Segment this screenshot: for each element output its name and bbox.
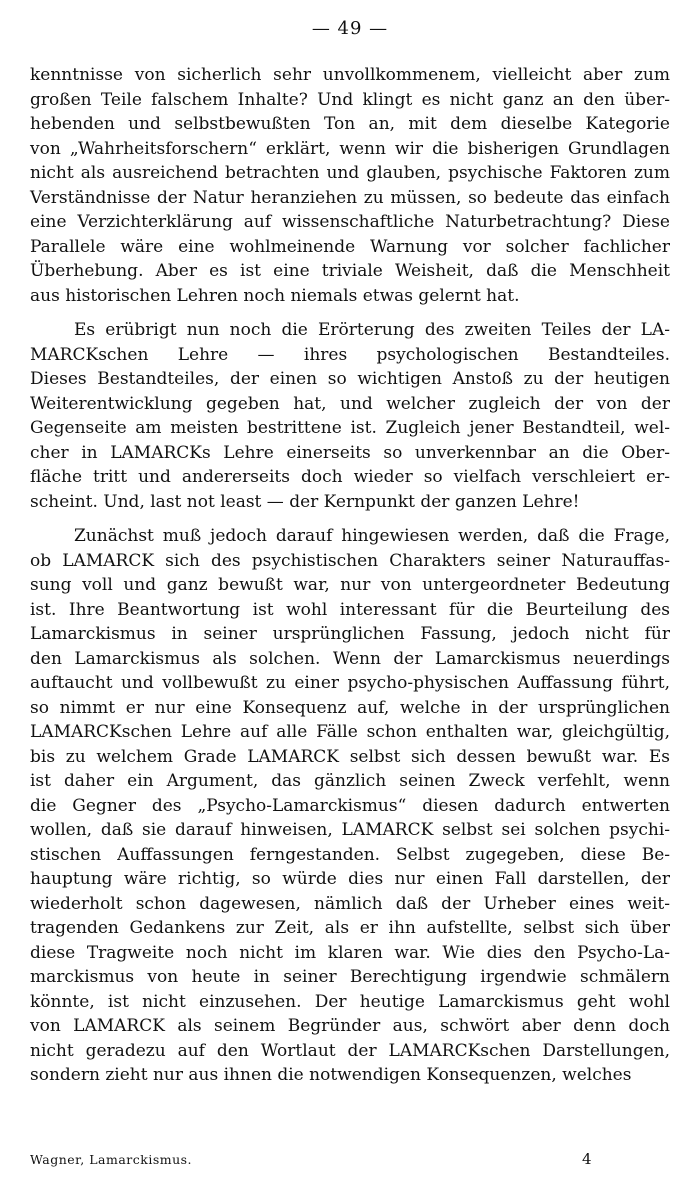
paragraph-1 — [30, 63, 670, 308]
page-number: — 49 — — [311, 18, 389, 39]
text-line: kenntnisse von sicherlich sehr unvollkommenem, vielleicht aber zum — [30, 65, 670, 85]
text-line: so nimmt er nur eine Konsequenz auf, welche in der ursprünglichen — [30, 697, 670, 718]
text-line: Dieses Bestandteiles, der einen so wichtigen Anstoß zu der heutigen — [30, 369, 670, 389]
text-line: bis zu welchem Grade LAMARCK selbst sich dessen bewußt war. Es — [30, 746, 670, 767]
text-line: tragenden Gedankens zur Zeit, als er ihn aufstellte, selbst sich über — [30, 918, 670, 938]
text-line: hauptung wäre richtig, so würde dies nur einen Fall darstellen, der — [30, 869, 670, 889]
text-line: von „Wahrheitsforschern“ erklärt, wenn wir die bisherigen Grundlagen — [30, 138, 670, 159]
text-line: hebenden und selbstbewußten Ton an, mit dem dieselbe Kategorie — [30, 114, 670, 134]
text-line: Parallele wäre eine wohlmeinende Warnung vor solcher fachlicher — [30, 236, 670, 257]
text-line: Es erübrigt nun noch die Erörterung des zweiten Teiles der LA- — [74, 320, 670, 340]
text-line: fläche tritt und andererseits doch wieder so vielfach verschleiert er- — [30, 467, 670, 487]
text-line: ist. Ihre Beantwortung ist wohl interessant für die Beurteilung des — [30, 599, 670, 620]
text-line: Gegenseite am meisten bestrittene ist. Zugleich jener Bestandteil, wel- — [30, 418, 670, 438]
text-line: LAMARCKschen Lehre auf alle Fälle schon enthalten war, gleichgültig, — [30, 722, 670, 742]
text-line: ist daher ein Argument, das gänzlich seinen Zweck verfehlt, wenn — [30, 771, 670, 791]
text-line: nicht als ausreichend betrachten und glauben, psychische Faktoren zum — [30, 163, 670, 183]
paragraph-3 — [30, 524, 670, 1088]
text-line: ob LAMARCK sich des psychistischen Charakters seiner Naturauffas- — [30, 550, 670, 571]
text-line: nicht geradezu auf den Wortlaut der LAMARCKschen Darstellungen, — [30, 1040, 670, 1061]
text-line: wollen, daß sie darauf hinweisen, LAMARCK selbst sei solchen psychi- — [30, 820, 670, 840]
footer-signature — [30, 1152, 670, 1167]
text-line: sondern zieht nur aus ihnen die notwendigen Konsequenzen, welches — [30, 1065, 632, 1085]
text-line: Weiterentwicklung gegeben hat, und welcher zugleich der von der — [30, 393, 670, 414]
text-line: den Lamarckismus als solchen. Wenn der Lamarckismus neuerdings — [30, 648, 670, 669]
text-line: scheint. Und, last not least — der Kernpunkt der ganzen Lehre! — [30, 491, 580, 512]
text-line: marckismus von heute in seiner Berechtigung irgendwie schmälern — [30, 967, 670, 987]
paragraph-2 — [30, 318, 670, 514]
text-line: großen Teile falschem Inhalte? Und klingt es nicht ganz an den über- — [30, 89, 670, 110]
text-line: könnte, ist nicht einzusehen. Der heutige Lamarckismus geht wohl — [30, 991, 670, 1012]
text-line: aus historischen Lehren noch niemals etwas gelernt hat. — [30, 285, 520, 306]
text-line: Zunächst muß jedoch darauf hingewiesen werden, daß die Frage, — [74, 526, 670, 546]
text-line: MARCKschen Lehre — ihres psychologischen Bestandteiles. — [30, 344, 670, 365]
text-line: eine Verzichterklärung auf wissenschaftliche Naturbetrachtung? Diese — [30, 212, 670, 232]
body-text — [30, 63, 670, 1088]
text-line: Überhebung. Aber es ist eine triviale Weisheit, daß die Menschheit — [30, 261, 670, 281]
signature-text: Wagner, Lamarckismus. — [30, 1152, 193, 1167]
text-line: wiederholt schon dagewesen, nämlich daß der Urheber eines weit- — [30, 893, 670, 914]
text-line: stischen Auffassungen ferngestanden. Selbst zugegeben, diese Be- — [30, 844, 670, 865]
text-line: diese Tragweite noch nicht im klaren war. Wie dies den Psycho-La- — [30, 942, 670, 963]
text-line: cher in LAMARCKs Lehre einerseits so unverkennbar an die Ober- — [30, 442, 670, 463]
text-line: auftaucht und vollbewußt zu einer psycho-physischen Auffassung führt, — [30, 673, 670, 693]
text-line: von LAMARCK als seinem Begründer aus, schwört aber denn doch — [30, 1016, 670, 1036]
text-line: die Gegner des „Psycho-Lamarckismus“ diesen dadurch entwerten — [30, 795, 670, 816]
text-line: Verständnisse der Natur heranziehen zu müssen, so bedeute das einfach — [30, 187, 670, 208]
text-line: Lamarckismus in seiner ursprünglichen Fassung, jedoch nicht für — [30, 624, 670, 644]
signature-number: 4 — [582, 1150, 593, 1168]
text-line: sung voll und ganz bewußt war, nur von untergeordneter Bedeutung — [30, 575, 670, 595]
